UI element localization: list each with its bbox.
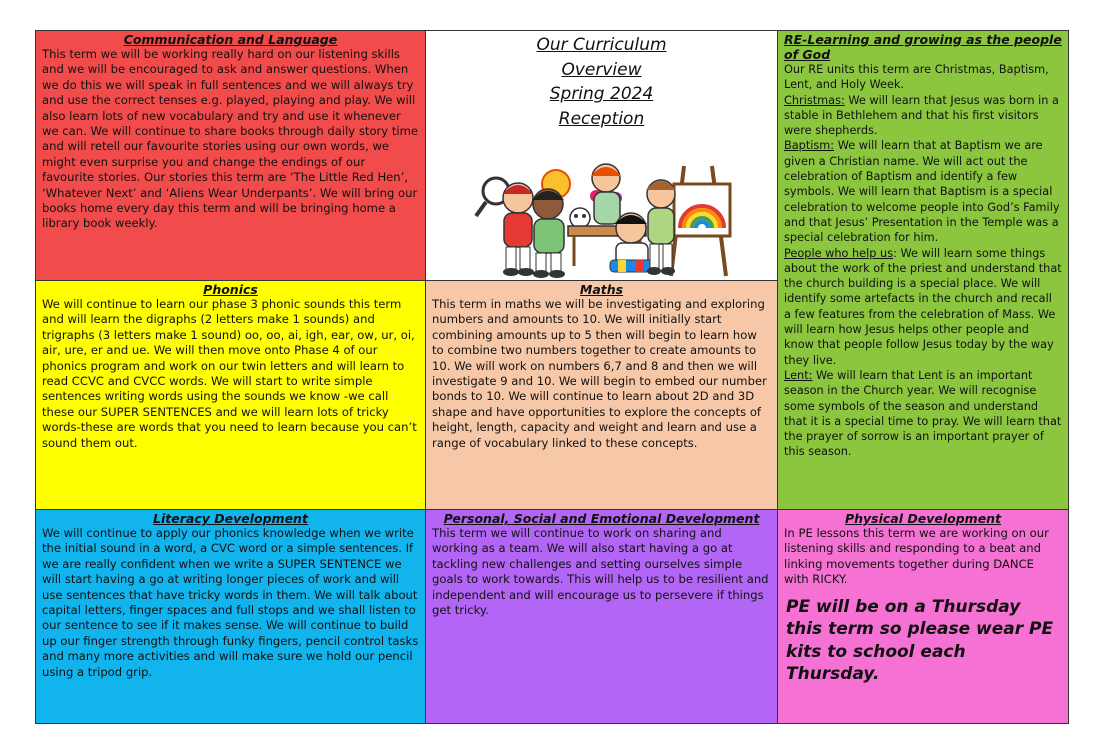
re-people-text: : We will learn some things about the work of the priest and understand that the church building is a special place. We will identify some artefacts in the church and recall a few features from the celebration of Mass. We will learn how Jesus helps other people and know that people follow Jesus today by the way they live. bbox=[784, 246, 1062, 367]
phonics-text: We will continue to learn our phase 3 phonic sounds this term and will learn the digraphs (2 letters make 1 sounds) and trigraphs (3 letters make 1 sound) oo, oo, ai, igh, ear, ow, ur, oi, air, ure, er and ue. We will then move onto Phase 4 of our phonics program and work on our twin letters and will learn to read CCVC and CVCC words. We will start to write simple sentences writing words using the sounds we know -we call these our SUPER SENTENCES and we will learn lots of tricky words-these are words that you need to learn because you can’t sound them out. bbox=[42, 297, 417, 450]
literacy-text: We will continue to apply our phonics knowledge when we write the initial sound in a word, a CVC word or a simple sentences. If we are really confident when we write a SUPER SENTENCE we will start having a go at writing longer pieces of work and will use sentences that have tricky words in them. We will talk about capital letters, finger spaces and full stops and we shall listen to our sentence to see if it makes sense. We will continue to build up our finger strength through funky fingers, pencil control tasks and many more activities and will make sure we hold our pencil using a tripod grip. bbox=[42, 526, 419, 679]
communication-language-panel bbox=[35, 30, 426, 281]
literacy-panel bbox=[35, 509, 426, 724]
pse-heading: Personal, Social and Emotional Development bbox=[443, 511, 760, 526]
physical-panel bbox=[777, 509, 1069, 724]
maths-panel bbox=[425, 280, 778, 510]
physical-heading: Physical Development bbox=[844, 511, 1002, 526]
title-line-3: Spring 2024 bbox=[549, 84, 654, 104]
re-lent-label: Lent: bbox=[784, 368, 813, 382]
pse-text: This term we will continue to work on sharing and working as a team. We will also start having a go at tackling new challenges and setting ourselves simple goals to work towards. This will help us to be resilient and independent and will encourage us to persevere if things get tricky. bbox=[432, 526, 769, 618]
re-intro: Our RE units this term are Christmas, Baptism, Lent, and Holy Week. bbox=[784, 63, 1049, 92]
re-christmas-label: Christmas: bbox=[784, 93, 845, 107]
communication-heading: Communication and Language bbox=[123, 32, 338, 47]
re-panel bbox=[777, 30, 1069, 510]
phonics-panel bbox=[35, 280, 426, 510]
re-baptism-text: We will learn that at Baptism we are given a Christian name. We will act out the celebration of Baptism and identify a few symbols. We will learn that Baptism is a special celebration to welcome people into God’s Family and that Jesus’ Presentation in the Temple was a special celebration for him. bbox=[784, 139, 1060, 245]
children-playing-illustration-icon bbox=[456, 156, 746, 281]
re-heading: RE-Learning and growing as the people of God bbox=[784, 32, 1062, 62]
literacy-heading: Literacy Development bbox=[153, 511, 308, 526]
re-people-label: People who help us bbox=[784, 246, 894, 260]
physical-text: In PE lessons this term we are working on our listening skills and responding to a beat and linking movements together during DANCE with RICKY. bbox=[784, 526, 1049, 587]
re-text bbox=[778, 62, 1068, 460]
re-lent-text: We will learn that Lent is an important season in the Church year. We will recognise some symbols of the season and understand that it is a special time to pray. We will learn that the prayer of sorrow is an important prayer of this season. bbox=[784, 368, 1062, 459]
re-christmas-text: We will learn that Jesus was born in a stable in Bethlehem and that his first visitors were shepherds. bbox=[784, 93, 1059, 138]
phonics-heading: Phonics bbox=[203, 282, 258, 297]
communication-text: This term we will be working really hard on our listening skills and we will be encouraged to ask and answer questions. When we do this we will speak in full sentences and we will always try and use the correct tenses e.g. played, playing and play. We will also learn lots of new vocabulary and try and use it whenever we can. We will continue to share books through daily story time and will retell our favourite stories using our own words, we might even surprise you and change the endings of our favourite stories. Our stories this term are ‘The Little Red Hen’, ‘Whatever Next’ and ‘Aliens Wear Underpants’. We will bring our books home every day this term and will be bringing home a library book weekly. bbox=[42, 47, 419, 231]
maths-heading: Maths bbox=[579, 282, 624, 297]
title-line-2: Overview bbox=[561, 59, 642, 80]
title-line-4: Reception bbox=[558, 108, 645, 129]
pse-panel bbox=[425, 509, 778, 724]
page-title bbox=[426, 31, 777, 131]
re-baptism-label: Baptism: bbox=[784, 139, 835, 153]
pe-day-note: PE will be on a Thursday this term so please wear PE kits to school each Thursday. bbox=[786, 596, 1054, 685]
maths-text: This term in maths we will be investigating and exploring numbers and amounts to 10. We will initially start combining amounts up to 5 then will begin to learn how to combine two numbers together to create amounts to 10. We will work on numbers 6,7 and 8 and then we will investigate 9 and 10. We will begin to embed our number bonds to 10. We will continue to learn about 2D and 3D shape and have opportunities to explore the concepts of height, length, capacity and weight and learn and use a range of vocabulary linked to these concepts. bbox=[432, 297, 767, 450]
title-line-1: Our Curriculum bbox=[536, 35, 667, 55]
title-panel bbox=[425, 30, 778, 281]
